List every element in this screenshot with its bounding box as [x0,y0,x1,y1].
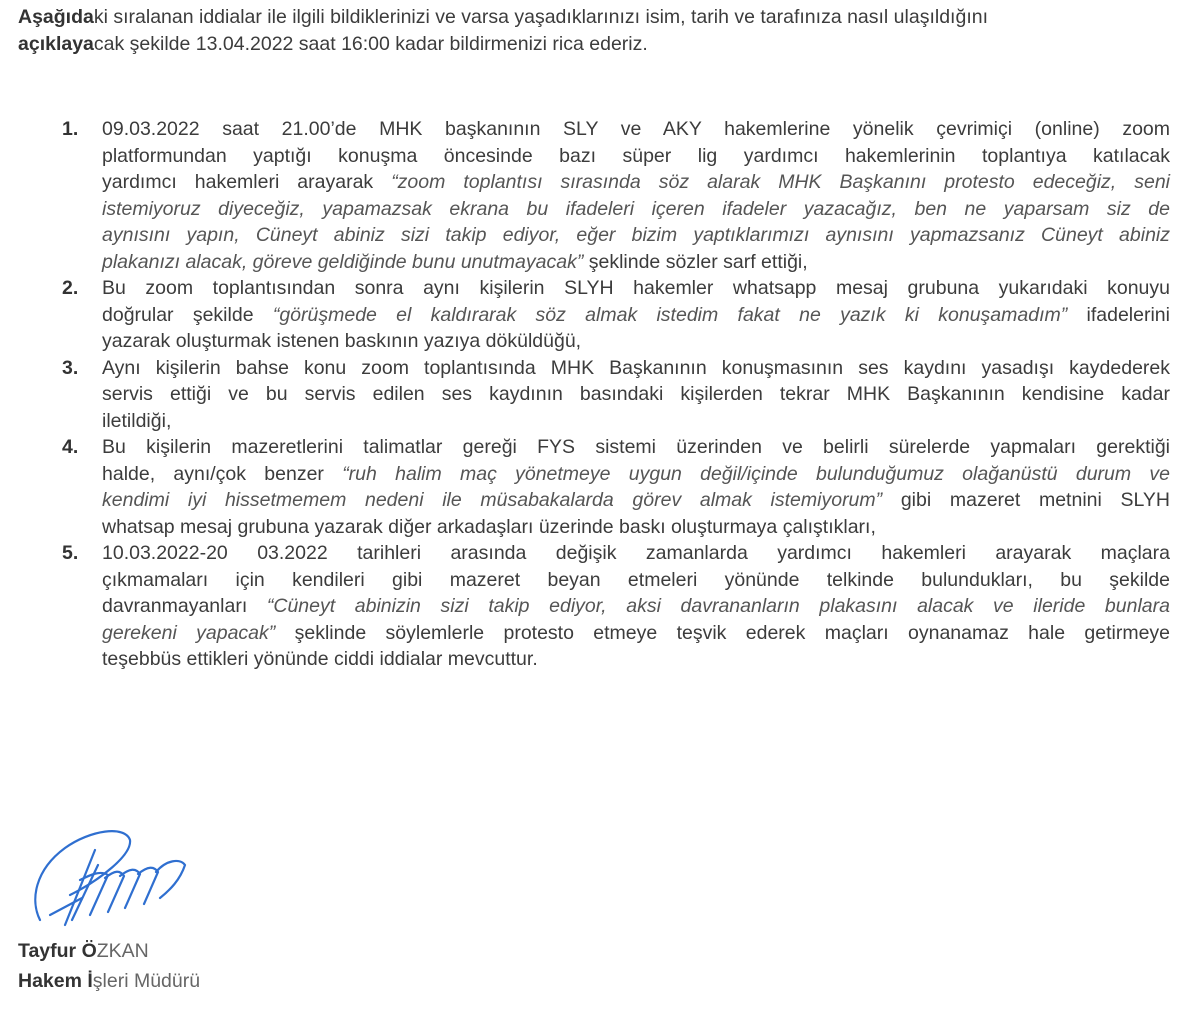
claim-text: doğrular şekilde [102,303,273,326]
claim-line [102,381,1170,408]
claim-line [102,355,1170,382]
quoted-text: “Cüneyt abinizin sizi takip ediyor, aksi davrananların plakasını alacak ve ileride bunlara [266,595,1170,617]
claim-line [102,593,1170,620]
intro-paragraph [18,4,1178,57]
claim-line [102,514,1170,541]
claim-line [102,275,1170,302]
claim-line [102,143,1170,170]
quoted-text: gerekeni yapacak” [102,621,276,644]
claim-line [102,646,1170,673]
quoted-text: “ruh halim maç yönetmeye uygun değil/içinde bulunduğumuz olağanüstü durum ve [342,462,1170,485]
claim-item [62,355,1170,435]
claim-text: 10.03.2022-20 03.2022 tarihleri arasında değişik zamanlarda yardımcı hakemleri arayarak maçlara [102,542,1170,564]
claim-text: davranmayanları [102,595,267,617]
claim-line [102,540,1170,567]
claim-number: 2. [62,277,79,299]
quoted-text: kendimi iyi hissetmemem nedeni ile müsabakalarda görev almak istemiyorum” [102,489,883,511]
claim-text: yazarak oluşturmak istenen baskının yazıya döküldüğü, [102,330,582,352]
claim-text: whatsap mesaj grubuna yazarak diğer arkadaşları üzerinde baskı oluşturmaya çalıştıkları, [102,515,876,538]
claim-text: şeklinde söylemlerle protesto etmeye teşvik ederek maçları oynanamaz hale getirmeye [275,621,1171,644]
claim-text: platformundan yaptığı konuşma öncesinde bazı süper lig yardımcı hakemlerinin toplantıya katılacak [102,144,1170,167]
claim-text: 09.03.2022 saat 21.00’de MHK başkanının SLY ve AKY hakemlerine yönelik çevrimiçi (online) zoom [102,118,1170,140]
intro-line-2 [18,31,1178,58]
intro-bold-2: açıklaya [18,32,94,55]
claim-text: Aynı kişilerin bahse konu zoom toplantısında MHK Başkanının konuşmasının ses kaydını yasadışı kaydederek [102,356,1170,379]
claim-number: 3. [62,356,79,379]
claim-text: yardımcı hakemleri arayarak [102,171,392,193]
claim-line [102,169,1170,196]
claim-text: teşebbüs ettikleri yönünde ciddi iddialar mevcuttur. [102,648,538,670]
claim-line [102,487,1170,514]
signer-title [18,968,200,995]
signer-title-light: şleri Müdürü [92,970,201,992]
quoted-text: “zoom toplantısı sırasında söz alarak MHK Başkanını protesto edeceğiz, seni [391,171,1170,193]
claim-line [102,196,1170,223]
claim-line [102,328,1170,355]
quoted-text: plakanızı alacak, göreve geldiğinde bunu unutmayacak” [102,250,584,273]
claim-item [62,434,1170,540]
claim-number: 5. [62,542,79,564]
quoted-text: aynısını yapın, Cüneyt abiniz sizi takip ediyor, eğer bizim yaptıklarımızı aynısını yapmazsanız Cüneyt abiniz [102,224,1170,246]
claim-text: iletildiği, [102,409,172,432]
claim-line [102,408,1170,435]
claim-item [62,116,1170,275]
claim-text: Bu zoom toplantısından sonra aynı kişilerin SLYH hakemler whatsapp mesaj grubuna yukarıdaki konuyu [102,277,1170,299]
claim-line [102,461,1170,488]
claim-item [62,540,1170,673]
claim-line [102,302,1170,329]
claim-line [102,434,1170,461]
intro-bold-1: Aşağıda [18,6,94,28]
intro-text-2: cak şekilde 13.04.2022 saat 16:00 kadar bildirmenizi rica ederiz. [93,32,648,55]
quoted-text: istemiyoruz diyeceğiz, yapamazsak ekrana bu ifadeleri içeren ifadeler yazacağız, ben ne yaparsam siz de [102,197,1170,220]
claim-text: çıkmamaları için kendileri gibi mazeret beyan etmeleri yönünde telkinde bulundukları, bu şekilde [102,568,1170,591]
claim-line [102,567,1170,594]
claim-line [102,620,1170,647]
intro-line-1 [18,4,1178,31]
claim-text: Bu kişilerin mazeretlerini talimatlar gereği FYS sistemi üzerinden ve belirli sürelerde yapmaları gerektiği [102,436,1170,458]
claim-number: 4. [62,436,79,458]
signer-name [18,938,149,965]
claim-text: ifadelerini [1067,303,1170,326]
claim-text: gibi mazeret metnini SLYH [882,489,1171,511]
intro-text-1: ki sıralanan iddialar ile ilgili bildiklerinizi ve varsa yaşadıklarınızı isim, tarih ve tarafınıza nasıl ulaşıldığını [93,6,988,28]
claims-list [62,116,1170,673]
signer-name-bold: Tayfur Ö [18,940,97,962]
claim-number: 1. [62,118,79,140]
claim-item [62,275,1170,355]
claim-text: servis ettiği ve bu servis edilen ses kaydının basındaki kişilerden tekrar MHK Başkanının kendisine kadar [102,383,1170,405]
claim-text: halde, aynı/çok benzer [102,462,343,485]
claim-line [102,222,1170,249]
signature-image [20,820,190,930]
signer-name-light: ZKAN [96,940,149,962]
claim-line [102,116,1170,143]
signer-title-bold: Hakem İ [18,970,93,992]
claim-line [102,249,1170,276]
quoted-text: “görüşmede el kaldırarak söz almak istedim fakat ne yazık ki konuşamadım” [272,303,1068,326]
claim-text: şeklinde sözler sarf ettiği, [583,250,808,273]
